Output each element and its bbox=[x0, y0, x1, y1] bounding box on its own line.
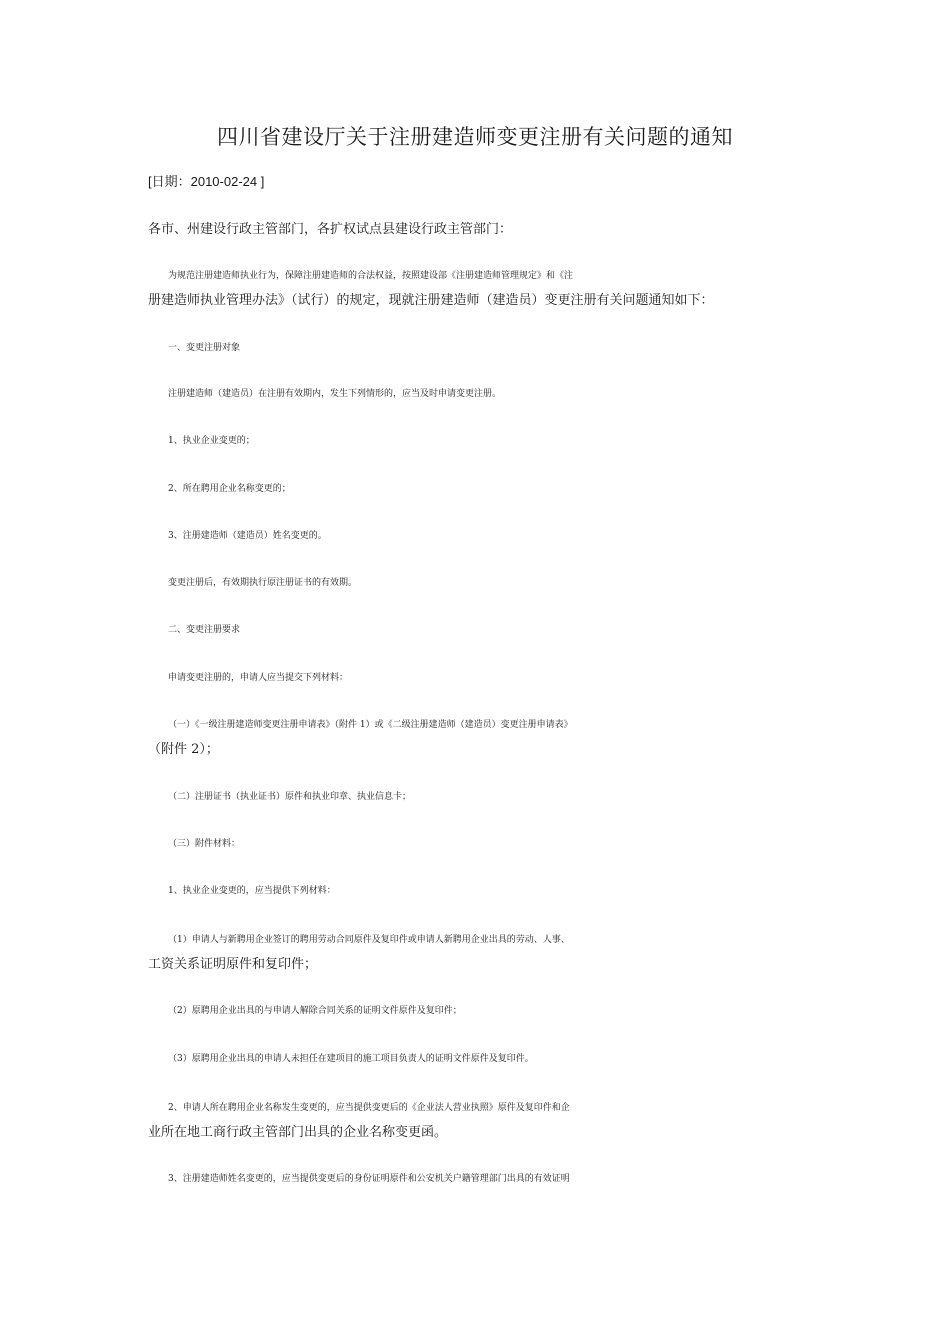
intro-paragraph-line-1: 为规范注册建造师执业行为，保障注册建造师的合法权益，按照建设部《注册建造师管理规定》和《注 bbox=[168, 271, 574, 281]
attachment-1-item-2: （2）原聘用企业出具的与申请人解除合同关系的证明文件原件及复印件； bbox=[168, 1006, 462, 1016]
salutation: 各市、州建设行政主管部门，各扩权试点县建设行政主管部门： bbox=[148, 222, 513, 237]
material-3: （三）附件材料： bbox=[168, 839, 241, 849]
section-1-heading: 一、变更注册对象 bbox=[168, 343, 241, 353]
section-2-heading: 二、变更注册要求 bbox=[168, 625, 241, 635]
document-title: 四川省建设厅关于注册建造师变更注册有关问题的通知 bbox=[217, 125, 733, 149]
section-2-lead: 申请变更注册的，申请人应当提交下列材料： bbox=[168, 673, 349, 683]
section-1-lead: 注册建造师（建造员）在注册有效期内，发生下列情形的，应当及时申请变更注册。 bbox=[168, 389, 502, 399]
section-1-item-3: 3、注册建造师（建造员）姓名变更的。 bbox=[168, 531, 327, 541]
material-2: （二）注册证书（执业证书）原件和执业印章、执业信息卡； bbox=[168, 792, 412, 802]
material-1-line-2: （附件 2）； bbox=[148, 742, 219, 757]
section-1-item-1: 1、执业企业变更的； bbox=[168, 436, 255, 446]
attachment-1-item-3: （3）原聘用企业出具的申请人未担任在建项目的施工项目负责人的证明文件原件及复印件。 bbox=[168, 1054, 534, 1064]
attachment-3-line-1: 3、注册建造师姓名变更的，应当提供变更后的身份证明原件和公安机关户籍管理部门出具的有效证明 bbox=[168, 1174, 570, 1184]
intro-paragraph-line-2: 册建造师执业管理办法》（试行）的规定，现就注册建造师（建造员）变更注册有关问题通知如下： bbox=[148, 293, 714, 308]
material-1-line-1: （一）《一级注册建造师变更注册申请表》（附件 1）或《二级注册建造师（建造员）变更注册申请表》 bbox=[168, 720, 573, 730]
section-1-note: 变更注册后，有效期执行原注册证书的有效期。 bbox=[168, 578, 358, 588]
attachment-1-heading: 1、执业企业变更的，应当提供下列材料： bbox=[168, 886, 336, 896]
publish-date: [日期：2010-02-24 ] bbox=[148, 174, 265, 189]
section-1-item-2: 2、所在聘用企业名称变更的； bbox=[168, 484, 291, 494]
attachment-2-line-1: 2、申请人所在聘用企业名称发生变更的，应当提供变更后的《企业法人营业执照》原件及复印件和企 bbox=[168, 1103, 570, 1113]
attachment-1-item-1-line-1: （1）申请人与新聘用企业签订的聘用劳动合同原件及复印件或申请人新聘用企业出具的劳动、人事、 bbox=[168, 935, 570, 945]
attachment-1-item-1-line-2: 工资关系证明原件和复印件； bbox=[148, 957, 318, 972]
attachment-2-line-2: 业所在地工商行政主管部门出具的企业名称变更函。 bbox=[148, 1125, 448, 1140]
